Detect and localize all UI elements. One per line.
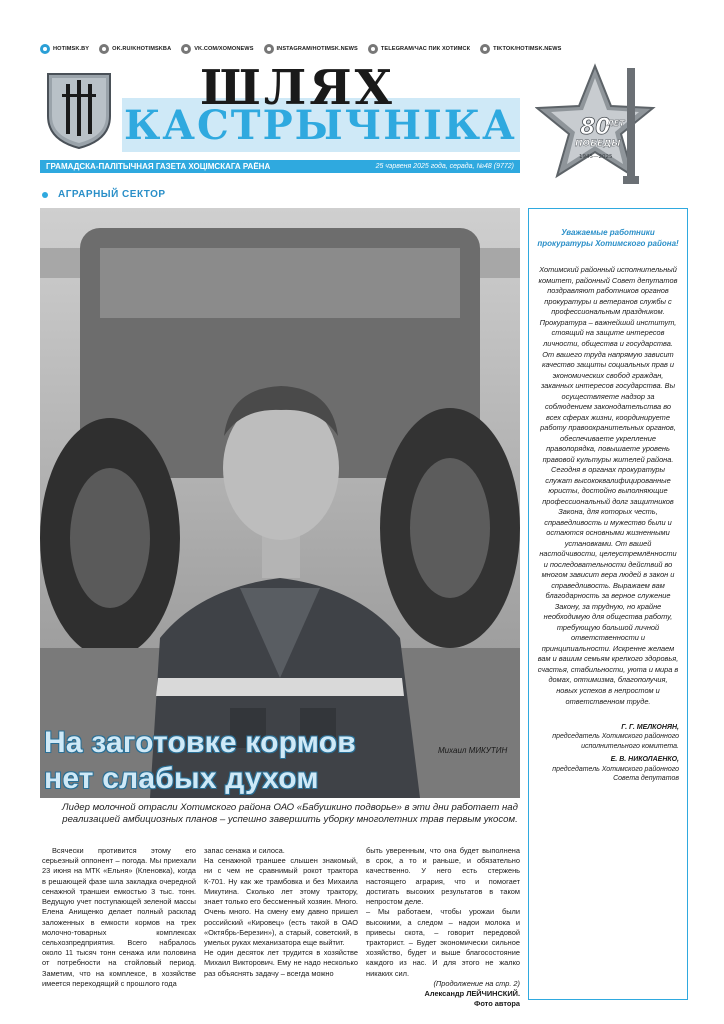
tiktok-icon [480, 44, 490, 54]
social-link-instagram[interactable]: INSTAGRAM/HOTIMSK.NEWS [264, 44, 358, 54]
signer-1-role: председатель Хотимского районного исполнительного комитета. [552, 733, 679, 750]
newspaper-title-line1: ШЛЯХ [200, 60, 395, 116]
article-text: запас сенажа и силоса. На сенажной траншее слышен знакомый, ни с чем не сравнимый рокот трактора К-701. Ну как же трамбовка и без Михаила Микутина. Сколько лет этому трактору, знает только его бессменный хозяин. Много. Очень много. На смену ему давно пришел российский «Кировец» (есть такой в ОАО «Октябрь-Березин»), а старый, советский, в умелых руках механизатора еще выйтит. Не один десяток лет трудится в хозяйстве Михаил Викторович. Ему не надо несколько раз объяснять задачу – всегда можно [204, 846, 358, 978]
social-link-vk[interactable]: VK.COM/XOMONEWS [181, 44, 253, 54]
social-link-ok[interactable]: OK.RU/KHOTIMSKBA [99, 44, 171, 54]
emblem-let: ЛЕТ [607, 119, 625, 128]
emblem-number: 80 [580, 115, 611, 140]
photo-credit: Михаил МИКУТИН [438, 746, 508, 755]
article-body [42, 846, 520, 1018]
globe-icon [40, 44, 50, 54]
signer-2-role: председатель Хотимского районного Совета депутатов [552, 765, 679, 783]
issue-info: 25 чэрвеня 2025 года, серада, №48 (9772) [375, 163, 514, 170]
greeting-signatures [537, 723, 679, 784]
masthead [40, 60, 520, 156]
article-column-2 [204, 846, 358, 1018]
social-links-bar [40, 42, 560, 56]
victory-80-emblem [535, 60, 675, 190]
masthead-strip [40, 160, 520, 173]
emblem-pobedy: ПОБЕДЫ [575, 139, 621, 149]
photo-by: Фото автора [474, 999, 520, 1009]
bullet-icon [42, 192, 48, 198]
article-text: Всячески противится этому его серьезный оппонент – погода. Мы приехали 23 июня на МТК «Ельня» (Кленовка), когда в решающей фазе шла закладка очередной сенажной траншеи емкостью 3 тыс. тонн. Ведущую учет поступающей зеленой массы Елена Анищенко делает полный расклад заложенных в емкости кормов на трех молочно-товарных комплексах сельхозпредприятия. Всего набралось около 11 тысяч тонн сенажа или половина от потребности на стойловый период. Заметим, что на комплексе, в хозяйстве имеется переходящий с прошлого года [42, 846, 196, 988]
greeting-title: Уважаемые работники прокуратуры Хотимского района! [537, 228, 679, 249]
newspaper-title-line2: КАСТРЫЧНІКА [124, 102, 517, 149]
emblem-years: 1945—2025 [579, 154, 613, 160]
greeting-body: Хотимский районный исполнительный комитет, районный Совет депутатов поздравляют работников органов прокуратуры и ветеранов службы с профессиональным праздником. Прокуратура – важнейший институт, стоящий на защите интересов личности, общества и государства. От вашего труда напрямую зависит качество защиты социальных прав и экономических свобод граждан, заканных интересов государства. Вы осуществляете надзор за соблюдением законодательства во всех сферах жизни, координируете работу правоохранительных органов, обеспечиваете укрепление правопорядка, повышаете уровень правовой культуры жителей района. Сегодня в органах прокуратуры служат высококвалифицированные юристы, достойно выполняющие профессиональный долг защитников Закона, для которых честь, справедливость и мужество были и остаются основными жизненными установками. От вашей настойчивости, целеустремлённости и последовательности действий во многом зависит вера людей в закон и справедливость. Выражаем вам благодарность за верное служение Закону, за трудную, но крайне необходимую для общества работу, требующую большой личной ответственности и принципиальности. Искренне желаем вам и вашим семьям крепкого здоровья, счастья, стабильности, уюта и мира в домах, оптимизма, благополучия, новых успехов в непростом и ответственном труде. [537, 265, 679, 706]
ok-icon [99, 44, 109, 54]
article-lead: Лидер молочной отрасли Хотимского района ОАО «Бабушкино подворье» в эти дни работает над реализацией амбициозных планов – успешно завершить уборку многолетних трав первым укосом. [62, 802, 518, 826]
headline-line1: На заготовке кормов [44, 726, 356, 759]
article-photo [40, 208, 520, 798]
article-column-3 [366, 846, 520, 1018]
rubric-label: АГРАРНЫЙ СЕКТОР [58, 189, 166, 200]
author-name: Александр ЛЕЙЧИНСКИЙ. [424, 989, 520, 999]
social-link-site[interactable]: HOTIMSK.BY [40, 44, 89, 54]
social-link-tiktok[interactable]: TIKTOK/HOTIMSK.NEWS [480, 44, 561, 54]
greeting-sidebar [528, 208, 688, 1000]
newspaper-subtitle: ГРАМАДСКА-ПАЛІТЫЧНАЯ ГАЗЕТА ХОЦІМСКАГА РАЁНА [46, 162, 271, 171]
signer-1-name: Г. Г. МЕЛКОНЯН, [621, 724, 679, 732]
headline-line2: нет слабых духом [44, 762, 319, 795]
instagram-icon [264, 44, 274, 54]
rubric [42, 189, 166, 200]
vk-icon [181, 44, 191, 54]
article-column-1 [42, 846, 196, 1018]
signer-2-name: Е. В. НИКОЛАЕНКО, [610, 756, 679, 764]
telegram-icon [368, 44, 378, 54]
social-link-telegram[interactable]: TELEGRAM/ЧАС ПИК ХОТИМСК [368, 44, 470, 54]
continued-note[interactable]: (Продолжение на стр. 2) [433, 978, 520, 988]
article-text: быть уверенным, что она будет выполнена в срок, а то и раньше, и обязательно качественно. У него есть стержень настоящего агрария, что и помогает достигать высоких результатов в таком непростом деле. – Мы работаем, чтобы урожаи были высокими, а следом – надои молока и привесы скота, – говорит передовой тракторист. – Будет экономически сильное хозяйство, будет и выше благосостояние каждого из нас. И для этого не жалко никаких сил. [366, 846, 520, 978]
coat-of-arms-icon [46, 70, 112, 150]
